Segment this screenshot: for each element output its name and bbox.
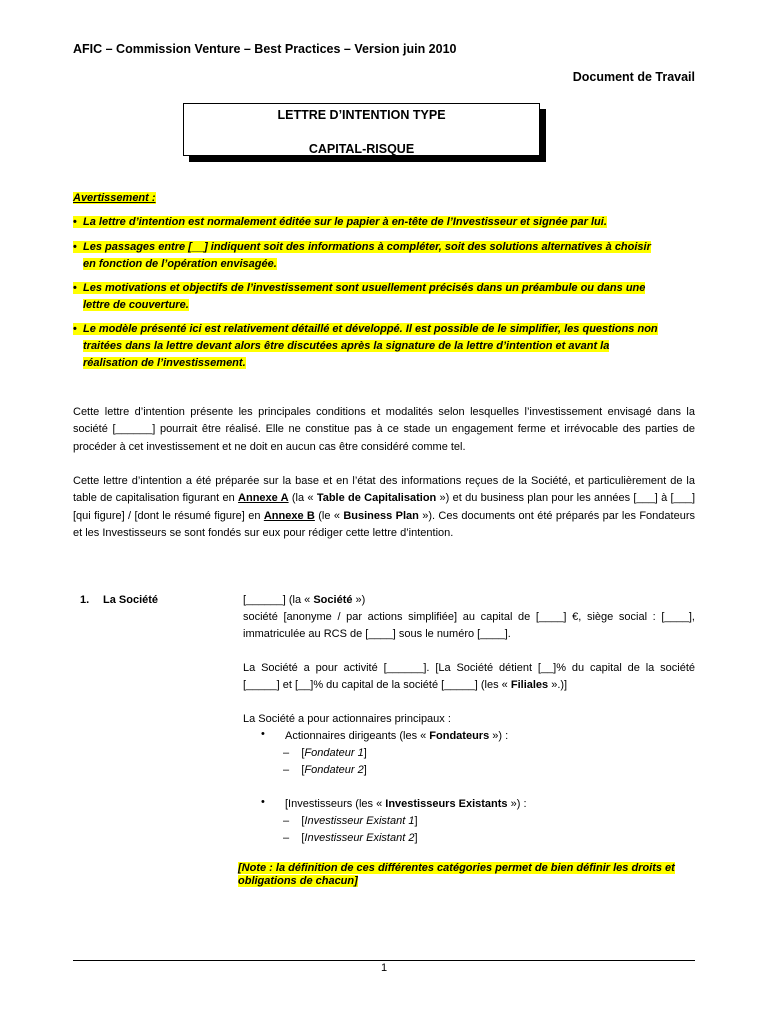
document-label: Document de Travail <box>572 70 695 84</box>
company-activity: La Société a pour activité [______]. [La Société détient [__]% du capital de la société [_____] et [__]% du capital de la société [_____] (les « Filiales ».)] <box>243 662 695 692</box>
bullet-icon: • <box>261 728 265 740</box>
intro-paragraph-1: Cette lettre d’intention présente les principales conditions et modalités selon lesquelles l’investissement envisagé dans la société [______] pourrait être réalisé. Elle ne constitue pas à ce stade un engagement ferme et irrévocable des parties de procéder à cet investissement et ne doit en aucun cas être considéré comme tel. <box>73 406 695 453</box>
section-number: 1. <box>80 594 90 606</box>
shareholders-intro: La Société a pour actionnaires principaux : <box>243 713 451 725</box>
warning-heading: Avertissement : <box>73 192 156 204</box>
title-box <box>183 103 540 156</box>
investor-item-1: – [Investisseur Existant 1] <box>283 815 418 827</box>
page-number: 1 <box>380 962 388 974</box>
note: [Note : la définition de ces différentes catégories permet de bien définir les droits et obligations de chacun] <box>238 862 675 887</box>
warning-bullet-1: • La lettre d’intention est normalement éditée sur le papier à en-tête de l’Investisseur et signée par lui. <box>73 216 607 228</box>
title-line-1: LETTRE D’INTENTION TYPE <box>277 108 446 122</box>
intro-paragraph-2: Cette lettre d’intention a été préparée sur la base et en l’état des informations reçues de la Société, et particulièrement de la table de capitalisation figurant en Annexe A (la « Table de Capitalisation ») et du business plan pour les années [___] à [___] [qui figure] / [dont le résumé figure] en Annexe B (le « Business Plan »). Ces documents ont été préparés par les Fondateurs et les Investisseurs se sont fondés sur eux pour rédiger cette lettre d’intention. <box>73 475 696 539</box>
investor-item-2: – [Investisseur Existant 2] <box>283 832 418 844</box>
footer-divider <box>73 960 695 961</box>
annexe-a-ref: Annexe A <box>238 492 289 505</box>
founder-item-2: – [Fondateur 2] <box>283 764 367 776</box>
company-legal-info: société [anonyme / par actions simplifiée] au capital de [____] €, siège social : [____], immatriculée au RCS de [____] sous le numéro [____]. <box>243 611 695 641</box>
investors-group: [Investisseurs (les « Investisseurs Existants ») : <box>285 798 527 810</box>
warning-bullet-2: • Les passages entre [__] indiquent soit des informations à compléter, soit des solutions alternatives à choisir en fonction de l’opération envisagée. <box>73 241 651 270</box>
warning-bullet-4: • Le modèle présenté ici est relativement détaillé et développé. Il est possible de le simplifier, les questions non traitées dans la lettre devant alors être discutées après la signature de la lettre d’intention et avant la réalisation de l’investissement. <box>73 323 658 369</box>
founder-item-1: – [Fondateur 1] <box>283 747 367 759</box>
founders-group: Actionnaires dirigeants (les « Fondateurs ») : <box>285 730 509 742</box>
warning-bullet-3: • Les motivations et objectifs de l’investissement sont usuellement précisés dans un préambule ou dans une lettre de couverture. <box>73 282 646 311</box>
annexe-b-ref: Annexe B <box>263 509 315 522</box>
section-title: La Société <box>103 594 159 606</box>
bullet-icon: • <box>261 796 265 808</box>
title-line-2: CAPITAL-RISQUE <box>308 142 415 156</box>
company-definition: [______] (la « Société ») <box>243 594 366 606</box>
header-title: AFIC – Commission Venture – Best Practices – Version juin 2010 <box>73 42 457 56</box>
